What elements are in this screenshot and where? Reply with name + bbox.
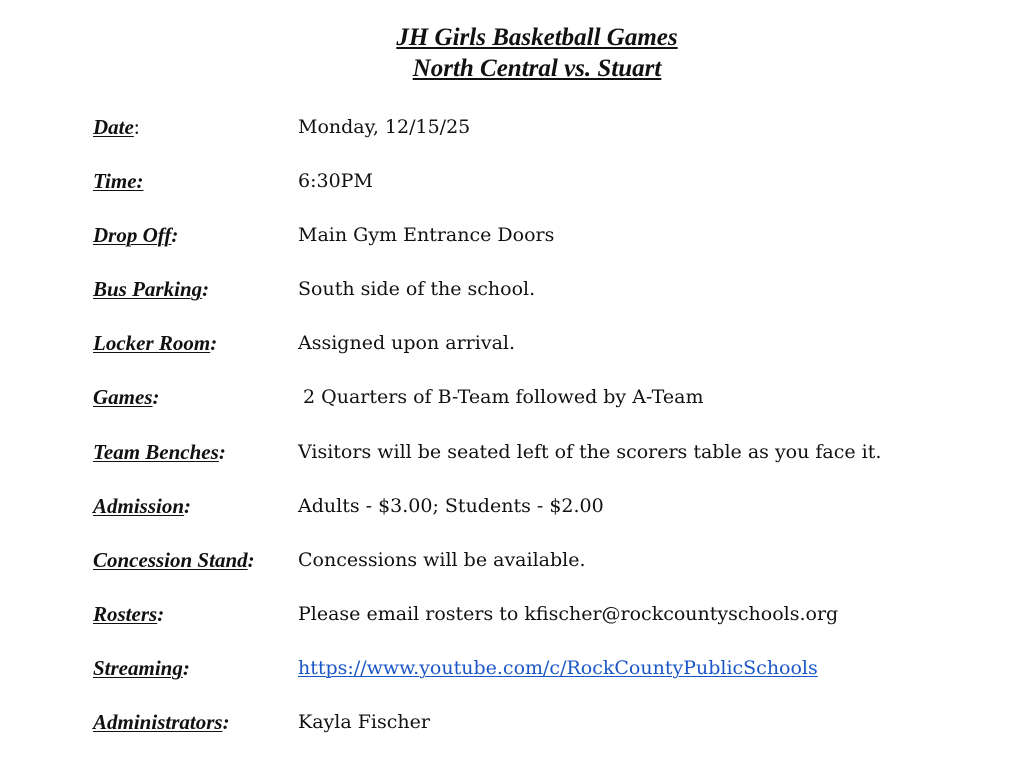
label-bus-parking [93,274,209,304]
label-administrators-text: Administrators [93,710,223,735]
label-administrators-colon: : [222,710,230,735]
label-team-benches-text: Team Benches [93,439,219,464]
label-streaming-text: Streaming [93,655,183,680]
value-rosters: Please email rosters to kfischer@rockcountyschools.org [298,602,839,625]
label-drop-off-colon: : [171,223,179,248]
title-line-1: JH Girls Basketball Games [396,24,678,51]
label-admission-text: Admission [93,493,185,518]
label-drop-off [93,220,178,250]
row-administrators [93,707,993,761]
label-administrators [93,707,230,737]
label-date-colon: : [133,115,140,139]
row-locker-room [93,328,993,382]
row-team-benches [93,437,993,491]
streaming-link[interactable]: https://www.youtube.com/c/RockCountyPublicSchools [298,656,818,679]
label-bus-parking-colon: : [202,277,210,302]
label-concession-stand-text: Concession Stand [93,547,248,572]
label-time [93,166,144,196]
row-drop-off [93,220,993,274]
label-bus-parking-text: Bus Parking [93,277,203,302]
label-games-colon: : [152,385,160,410]
label-rosters-text: Rosters [93,601,158,626]
label-date-text: Date [93,115,134,139]
label-team-benches-colon: : [218,439,226,464]
label-rosters-colon: : [157,601,165,626]
label-locker-room-colon: : [210,331,218,356]
row-concession-stand [93,545,993,599]
label-locker-room-text: Locker Room [93,331,211,356]
row-bus-parking [93,274,993,328]
label-games [93,382,160,412]
label-streaming-colon: : [182,655,190,680]
info-list [93,112,993,761]
label-locker-room [93,328,217,358]
label-games-text: Games [93,385,153,410]
title-line-2: North Central vs. Stuart [412,55,662,82]
value-games: 2 Quarters of B-Team followed by A-Team [303,386,704,409]
row-time [93,166,993,220]
row-admission [93,491,993,545]
row-games [93,382,993,436]
value-time: 6:30PM [298,170,373,193]
value-drop-off: Main Gym Entrance Doors [298,224,555,247]
value-date: Monday, 12/15/25 [298,116,471,138]
row-rosters [93,599,993,653]
label-admission-colon: : [184,493,192,518]
label-team-benches [93,437,226,467]
value-concession-stand: Concessions will be available. [298,548,586,571]
value-bus-parking: South side of the school. [298,278,536,301]
label-drop-off-text: Drop Off [93,223,172,248]
label-rosters [93,599,164,629]
value-admission: Adults - $3.00; Students - $2.00 [298,494,604,517]
row-date [93,112,993,166]
label-time-text: Time: [93,169,144,194]
label-streaming [93,653,190,683]
value-locker-room: Assigned upon arrival. [298,332,516,355]
label-admission [93,491,191,521]
label-concession-stand [93,545,255,575]
document-title [0,22,1024,84]
label-date [93,112,140,142]
label-concession-stand-colon: : [247,547,255,572]
value-administrators: Kayla Fischer [298,711,430,734]
value-team-benches: Visitors will be seated left of the scorers table as you face it. [298,440,882,463]
row-streaming [93,653,993,707]
